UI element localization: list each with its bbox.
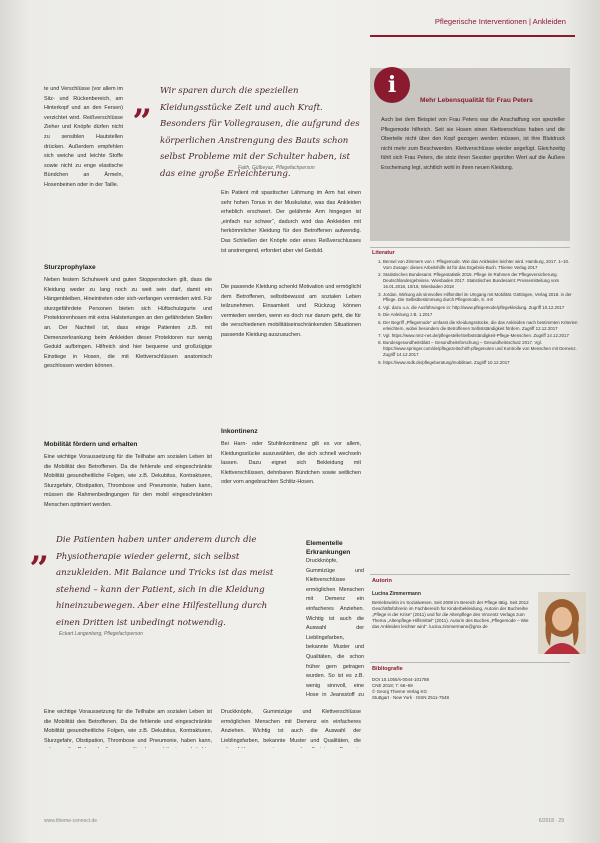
header-rule [370,35,575,37]
heading-sturzprophylaxe: Sturzprophylaxe [44,264,96,271]
author-photo [538,592,586,654]
literatur-item: 3. Jordan, Wirkung als sinnvolles Hilfsmittel im Umgang mit Mobilität. Göttingen, Verlag 2018. in der Pflege. Die Selbstbestimmung durch Pflegemode, S. 4-8 [383,292,579,304]
literatur-item: 2. Statistisches Bundesamt. Pflegestatistik 2015. Pflege im Rahmen der Pflegeversicherung. Deutschlandergebnisse. Wiesbaden 2017. Statistisches Bundesamt: Pressemitteilung vom 16.01.2018, 10/18, Wiesbaden 2018 [383,272,579,290]
literatur-item: 9. https://www.mdk.de/pflegeberatung/mobilitaet. Zugriff 10.12.2017 [383,360,579,366]
bibliografie-line: DOI 10.1055/s-0044-101788 [372,677,430,682]
literatur-item: 7. Vgl. https://www.nmz-net.de/pflegestelle/Selbstständigkeit-Pflege-Menschen. Zugriff 14.12.2017 [383,333,579,339]
col2b-text: Druckknöpfe, Gummizüge und Klettverschlüsse ermöglichen Menschen mit Demenz ein einfacheres Anziehen. Wichtig ist auch die Auswahl der Lieblingsfarben, bekannte Muster und Qualitäten, die schon früher gern getragen wurden. So ist es z.B. wenig sinnvoll, eine Hose in Jeansstoff zu [306,558,364,699]
bibliografie-heading: Bibliografie [372,666,403,672]
quote-mark-icon: „ [30,530,50,570]
literatur-list [372,259,579,367]
heading-inkontinenz: Inkontinenz [221,428,258,435]
divider [370,574,570,575]
quote-mark-icon: „ [133,83,153,123]
quote-1-text: Wir sparen durch die speziellen Kleidungsstücke Zeit und auch Kraft. Besonders für Vollegrausen, die aufgrund des körperlichen Anstrengung des Bauts schon selbst Probleme mit der Schulter haben, ist das eine große Erleichterung. [160,86,360,179]
footer-page-number: 6/2018 · 29 [538,818,564,824]
literatur-item: 6. Der Begriff „Pflegemode“ umfasst die Kleidungsstücke, die das Ankleiden nach bestimmten Kriterien erleichtern, wobei besonders die Betroffenen Selbstständigkeit fördern. Zugriff 12.12.2017 [383,320,579,332]
literatur-item: 8. Bundesgesundheitsblatt – Gesundheitsforschung – Gesundheitsschutz 2017. Vgl. https://www.springer.com/de/pflegezeitschrift-pflegenoten und Kontrolle von Menschen mit Demenz. Zugriff 14.12.2017 [383,340,579,358]
info-box-text: Auch bei dem Beispiel von Frau Peters war die Anschaffung von spezieller Pflegemode hilfreich. Seit sie Hosen einen Klettverschluss haben und die Oberteile nicht über den Kopf gezogen werden müssen, ist ihre Blutdruck nicht mehr zum Beschwerden. Klettverschlüsse wieder angefügt. Gleichzeitig fühlt sich Frau Peters, die stolz ihren Sexstier geprüfen Wert auf die Äußere Erscheinung legt, sichtlich wohl in ihren neuen Kleidung. [381,117,565,171]
literatur-item: 4. Vgl. dazu u.a. die Ausführungen in: http://www.pflegemode/pflegekleidung. Zugriff 10.12.2017 [383,305,579,311]
divider [370,247,570,248]
info-icon: i [374,67,410,103]
col1-intro: te und Verschlüsse (vor allem im Sitz- und Rückenbereich, am Hinterkopf und an den Fersen) verzichtet wird. Reißverschlüsse Zieher und Knöpfe dürfen nicht zu sensiblen Hautstellen drücken. Außerdem empfehlen sich weiche und leichte Stoffe sowie nicht zu enge elastische Bündchen an Ärmeln, Hosenbeinen oder in der Taille. [44,86,123,188]
col2-paragraph-1: Ein Patient mit spastischer Lähmung im Arm hat einen sehr hohen Tonus in der Muskulatur, was das Ankleiden erheblich erschwert. Der gelähmte Arm hingegen ist „einfach nur schwer“, dadurch wird das Ankleiden mit herkömmlicher Kleidung für den Betroffenen aufwendig. Das Schließen der Knöpfe oder eines Reißverschlusses ist anstrengend, erfordert aber viel Geduld. [221,190,361,254]
literatur-item: 1. Bensel von Zimmern von I. Pflegemode. Wie das Ankleiden leichter wird. Hamburg, 2017. 1–10. Vom Zusage: dieses Arbeitshilfe ist für das Ergebnis-Buch. Thieme Verlag 2017 [383,259,579,271]
col2-inkontinenz-text: Bei Harn- oder Stuhlinkontinenz gilt es vor allem, Kleidungsstücke auszuwählen, die sich schnell wechseln lassen. Dazu eignet sich Bekleidung mit Klettverschlüssen, dehnbaren Bündchen sowie seitlichen oder vorn angebrachten Schlitz-Hosen. [221,441,361,486]
col2-paragraph-2: Die passende Kleidung schenkt Motivation und ermöglicht dem Betroffenen, selbstbewusst am sozialen Leben teilzunehmen. Einsamkeit und Rückzug können vermieden werden, wenn es doch nur darum geht, die für die verschiedenen mobilitätseinschränkenden Situationen passende Kleidung auszusuchen. [221,284,361,338]
col1-mobilitaet-continued: Eine wichtige Voraussetzung für die Teilhabe am sozialen Leben ist die Mobilität des Betroffenen. Da die fehlende und eingeschränkte Mobilität gesundheitliche Folgen, wie z.B. Dekubitus, Kontrakturen, Sturzgefahr, Obstipation, Thrombose und Pneumonie, haben kann, [44,709,212,744]
section-header: Pflegerische Interventionen | Ankleiden [434,17,566,26]
literatur-item: 5. Die Anleitung z.B. 1.2017 [383,312,579,318]
heading-demenz: Elementelle Erkrankungen [306,540,351,556]
author-name: Lucina Zimmermann [372,591,421,597]
author-bio: Betriebswirtin im Sozialwesen. Seit 2008 im Bereich der Pflege tätig. Seit 2012 Geschäftsführerin im Fachbereich für Kinderbekleidung, Autorin der Buchreihe „Pflege in der Krise“ (2011) und für die Altenpflege des Vincentz Verlags zum Thema „Altenpflege-Hilfsmittel“ (2011). Autorin des Buches „Pflegemode – Wie das Ankleiden leichter wird“. lucina.zimmermann@gmx.de [372,600,529,629]
bibliografie-line: Stuttgart · New York · ISSN 2511-7548 [372,695,449,700]
autorin-heading: Autorin [372,578,392,584]
col2b-text-continued: Druckknöpfe, Gummizüge und Klettverschlüsse ermöglichen Menschen mit Demenz ein einfacheres Anziehen. Wichtig ist auch die Auswahl der Lieblingsfarben, bekannte Muster und Qualitäten, die [221,709,361,744]
bibliografie-line: CNE 2018; 7: 66–69 [372,683,413,688]
col1-mobilitaet-text: Eine wichtige Voraussetzung für die Teilhabe am sozialen Leben ist die Mobilität des Betroffenen. Da die fehlende und eingeschränkte Mobilität gesundheitliche Folgen, wie z.B. Dekubitus, Kontrakturen, Sturzgefahr, Obstipation, Thrombose und Pneumonie, haben kann, müssen die Rahmenbedingungen für den mobil eingeschränkten Menschen optimiert werden. [44,454,212,508]
heading-mobilitaet: Mobilität fördern und erhalten [44,441,138,448]
bibliografie-line: © Georg Thieme Verlag KG [372,689,428,694]
col1-sturz-text: Neben festem Schuhwerk und guten Stopperstocken gilt, dass die Kleidung weder zu lang noch zu weit sein darf, damit ein Hängenbleiben, Hineintreten oder sich-verfangen vermieden wird. Für sturzgefährdete Personen bieten sich Hüftschutzgurte und Protektorenhosen mit extra Halsteriungen an den gefährdeten Stellen an. Der Nachteil ist, dass einige Patienten z.B. mit Demenzerkrankung beim Ankleiden dieser Protektoren nur wenig Geduld aufbringen. Hilfreich sind hier bequeme und großzügige Einstiege in Hosen, die mit Klettverschlüssen anatomisch geschlossen werden können. [44,277,212,370]
divider [370,662,570,663]
quote-2-text: Die Patienten haben unter anderem durch die Physiotherapie wieder gelernt, sich selbst anzukleiden. Mit Balance und Tricks ist das meist stehend – kann der Patient, sich in die Kleidung hineinzubewegen. Aber eine Hilfestellung durch einen Dritten ist unbedingt notwendig. [56,535,274,628]
literatur-heading: Literatur [372,250,395,256]
quote-1-source: Fatih, Gülbeyaz, Pflegefachperson [238,165,315,171]
info-box-heading: Mehr Lebensqualität für Frau Peters [420,97,533,104]
footer-left: www.thieme-connect.de [44,818,98,824]
quote-2-source: Eckart Langenberg, Pflegefachperson [59,631,143,637]
